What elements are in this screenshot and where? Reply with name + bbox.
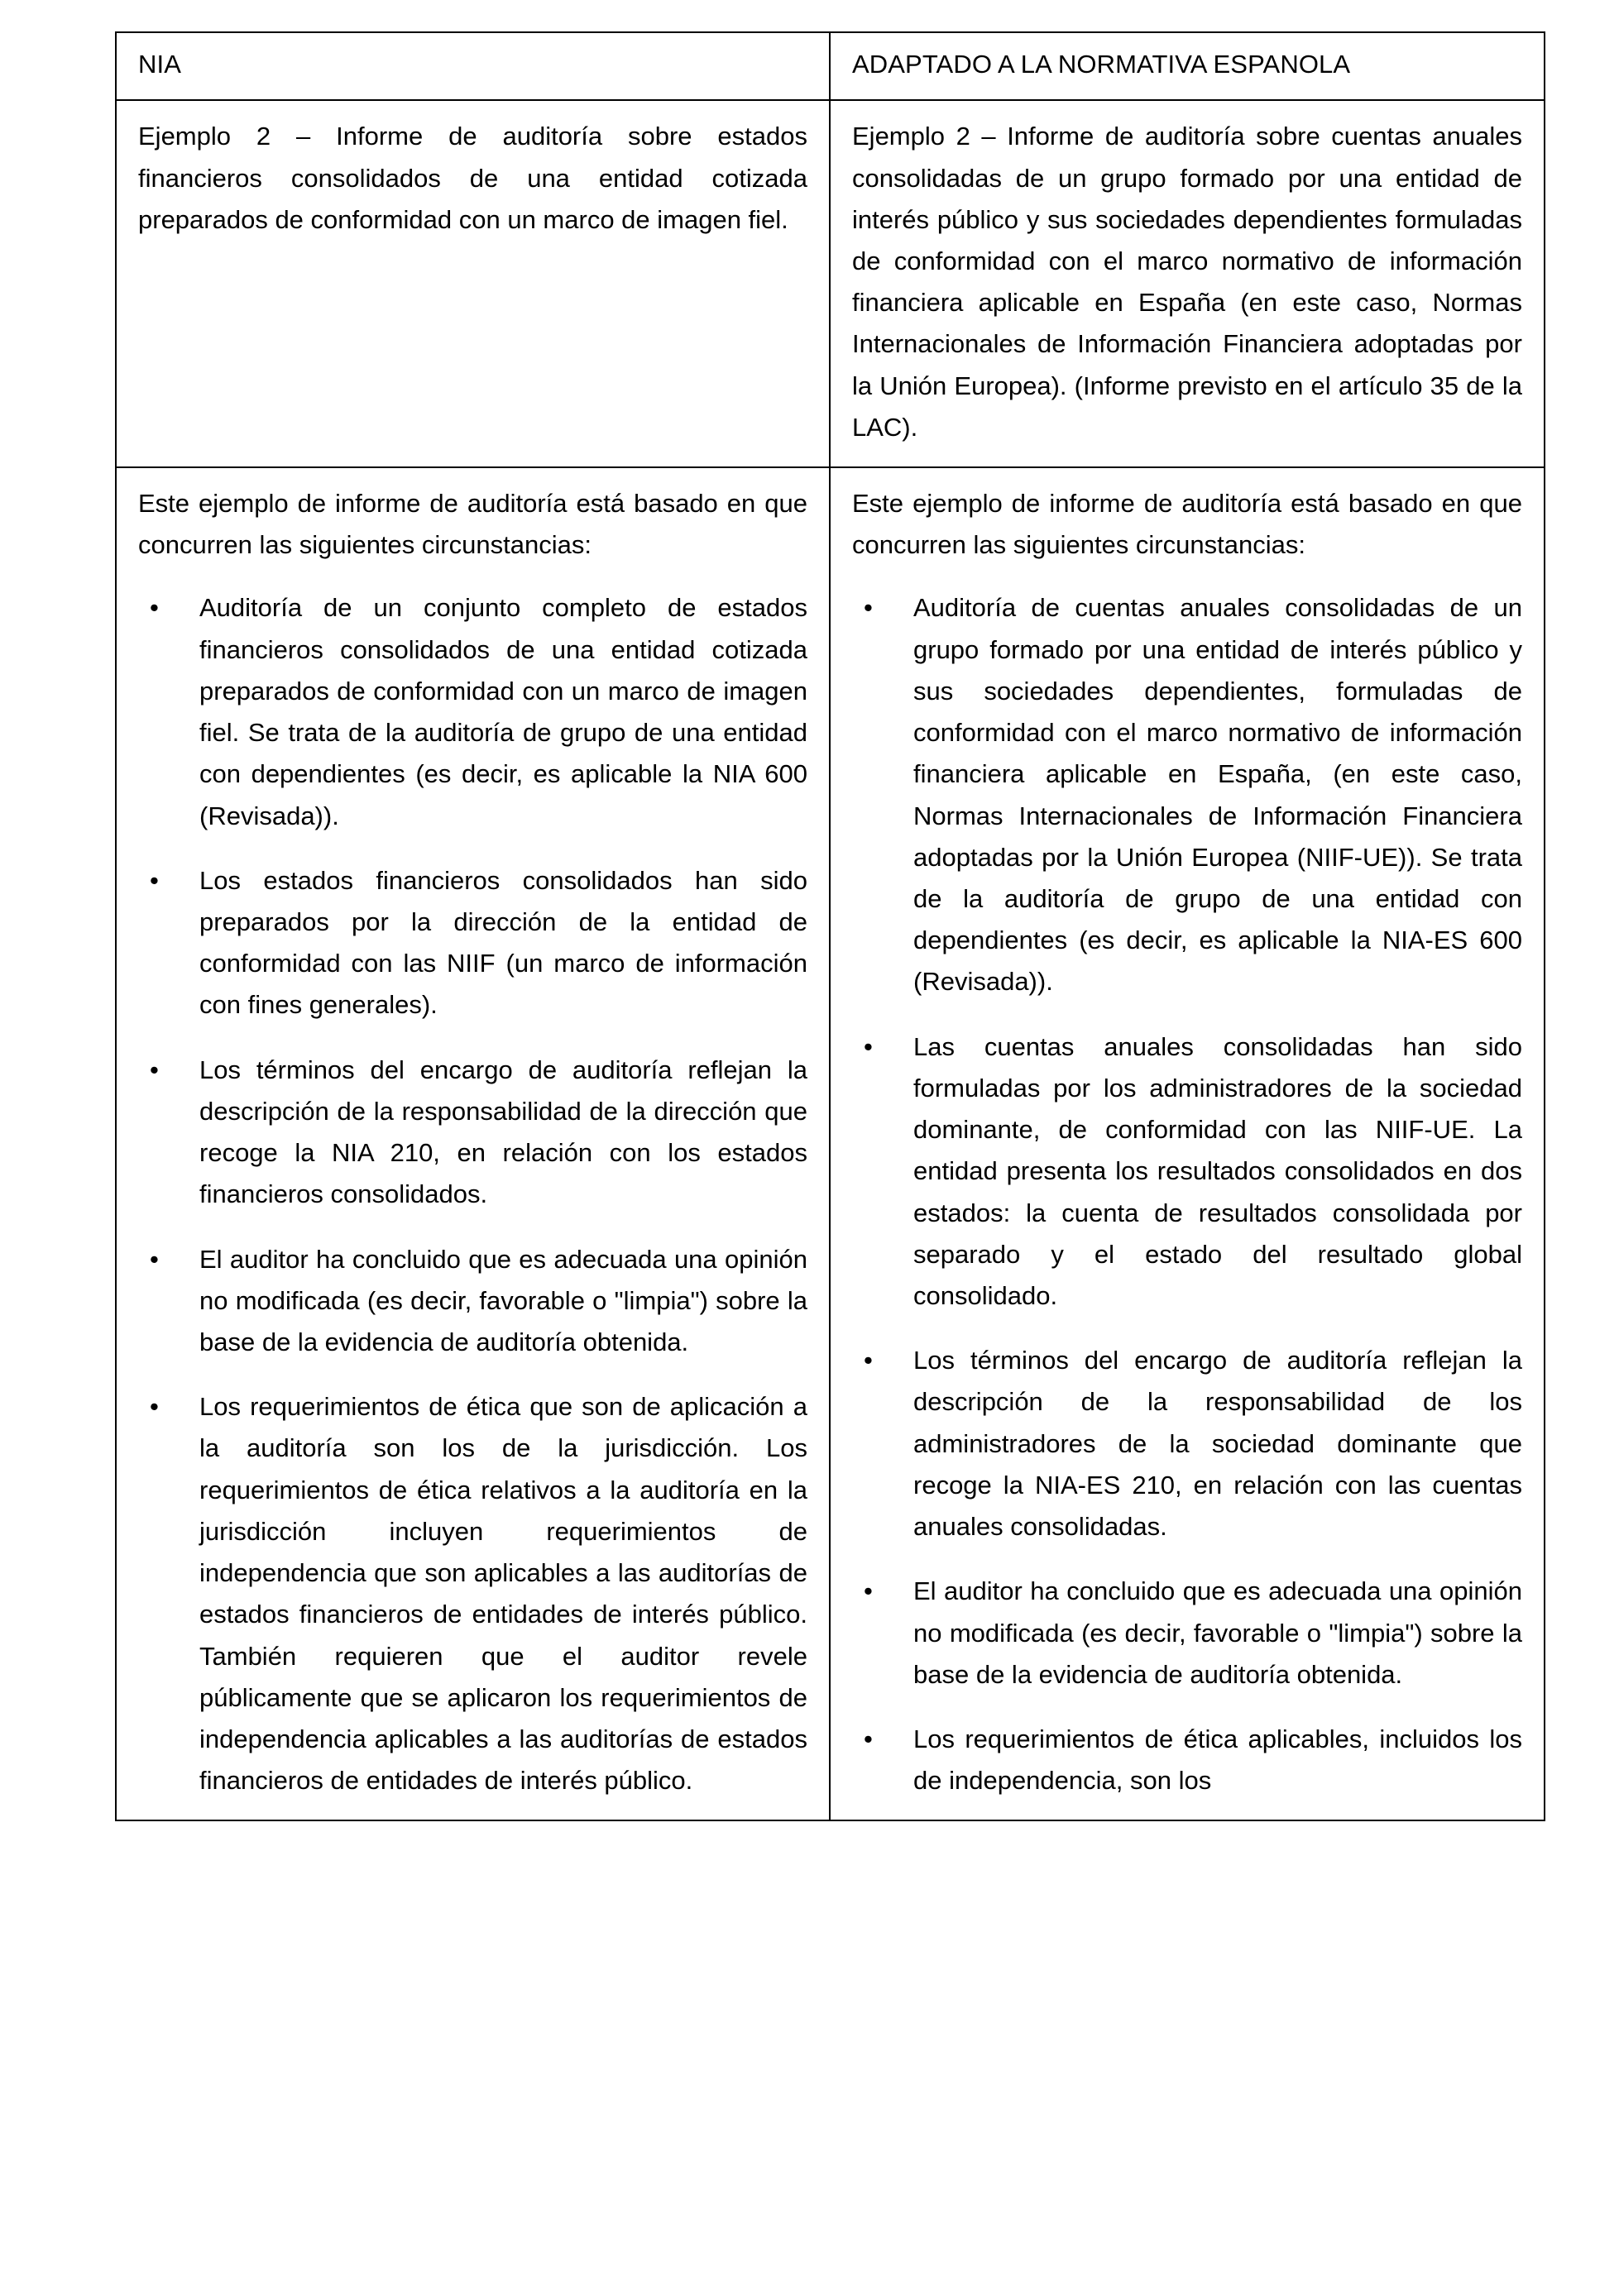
list-item [138, 1050, 807, 1216]
cell-circumstances-right [830, 467, 1545, 1820]
list-item-text: Los estados financieros consolidados han sido preparados por la dirección de la entidad de conformidad con las NIIF (un marco de información con fines generales). [199, 865, 807, 1020]
bullet-icon: • [864, 1576, 873, 1606]
list-item-text: El auditor ha concluido que es adecuada una opinión no modificada (es decir, favorable o "limpia") sobre la base de la evidencia de auditoría obtenida. [199, 1244, 807, 1356]
comparison-table [115, 31, 1545, 1821]
list-item-text: Los requerimientos de ética que son de aplicación a la auditoría son los de la jurisdicción. Los requerimientos de ética relativos a la auditoría en la jurisdicción incluyen requerimientos de independencia que son aplicables a las auditorías de estados financieros de entidades de interés público. También requieren que el auditor revele públicamente que se aplicaron los requerimientos de independencia aplicables a las auditorías de estados financieros de entidades de interés público. [199, 1392, 807, 1796]
column-header-label-left: NIA [138, 50, 181, 79]
bullet-icon: • [150, 1244, 159, 1274]
list-item-text: Los requerimientos de ética aplicables, incluidos los de independencia, son los [913, 1724, 1522, 1796]
bullet-icon: • [864, 1346, 873, 1375]
column-header-label-right: ADAPTADO A LA NORMATIVA ESPANOLA [852, 50, 1351, 79]
list-item [852, 1571, 1522, 1696]
list-item-text: Los términos del encargo de auditoría reflejan la descripción de la responsabilidad de los administradores de la sociedad dominante que recoge la NIA-ES 210, en relación con las cuentas anuales consolidadas. [913, 1346, 1522, 1542]
list-item-text: Los términos del encargo de auditoría reflejan la descripción de la responsabilidad de la dirección que recoge la NIA 210, en relación con los estados financieros consolidados. [199, 1055, 807, 1209]
list-item [138, 587, 807, 836]
list-item-text: Las cuentas anuales consolidadas han sido formuladas por los administradores de la sociedad dominante, de conformidad con las NIIF-UE. La entidad presenta los resultados consolidados en dos estados: la cuenta de resultados consolidada por separado y el estado del resultado global consolidado. [913, 1031, 1522, 1310]
list-item-text: Auditoría de un conjunto completo de estados financieros consolidados de una entidad cotizada preparados de conformidad con un marco de imagen fiel. Se trata de la auditoría de grupo de una entidad con dependientes (es decir, es aplicable la NIA 600 (Revisada)). [199, 593, 807, 830]
list-item [852, 1340, 1522, 1547]
bullet-icon: • [150, 1392, 159, 1422]
list-item-text: Auditoría de cuentas anuales consolidadas de un grupo formado por una entidad de interés público y sus sociedades dependientes, formuladas de conformidad con el marco normativo de información financiera aplicable en España, (en este caso, Normas Internacionales de Información Financiera adoptadas por la Unión Europea (NIIF-UE)). Se trata de la auditoría de grupo de una entidad con dependientes (es decir, es aplicable la NIA-ES 600 (Revisada)). [913, 593, 1522, 997]
bullet-list-left [138, 587, 807, 1801]
bullet-icon: • [150, 865, 159, 895]
bullet-icon: • [150, 1055, 159, 1084]
paragraph-intro: Este ejemplo de informe de auditoría está basado en que concurren las siguientes circunstancias: [138, 489, 807, 560]
table-header-cell-nia [116, 32, 830, 100]
cell-example-title-right [830, 100, 1545, 467]
list-item-text: El auditor ha concluido que es adecuada una opinión no modificada (es decir, favorable o "limpia") sobre la base de la evidencia de auditoría obtenida. [913, 1576, 1522, 1689]
bullet-list-right [852, 587, 1522, 1801]
list-item [138, 1239, 807, 1364]
bullet-icon: • [864, 1031, 873, 1061]
cell-example-title-left [116, 100, 830, 467]
cell-circumstances-left [116, 467, 830, 1820]
paragraph-intro: Este ejemplo de informe de auditoría está basado en que concurren las siguientes circunstancias: [852, 489, 1522, 560]
paragraph: Ejemplo 2 – Informe de auditoría sobre estados financieros consolidados de una entidad cotizada preparados de conformidad con un marco de imagen fiel. [138, 122, 807, 234]
list-item [852, 1719, 1522, 1801]
table-header-row [116, 32, 1545, 100]
list-item [852, 587, 1522, 1002]
table-row [116, 100, 1545, 467]
list-item [852, 1026, 1522, 1318]
list-item [138, 1386, 807, 1801]
paragraph: Ejemplo 2 – Informe de auditoría sobre cuentas anuales consolidadas de un grupo formado por una entidad de interés público y sus sociedades dependientes formuladas de conformidad con el marco normativo de información financiera aplicable en España (en este caso, Normas Internacionales de Información Financiera adoptadas por la Unión Europea). (Informe previsto en el artículo 35 de la LAC). [852, 122, 1522, 442]
bullet-icon: • [864, 1724, 873, 1753]
list-item [138, 860, 807, 1026]
table-row [116, 467, 1545, 1820]
bullet-icon: • [864, 593, 873, 623]
bullet-icon: • [150, 593, 159, 623]
table-header-cell-adaptado [830, 32, 1545, 100]
